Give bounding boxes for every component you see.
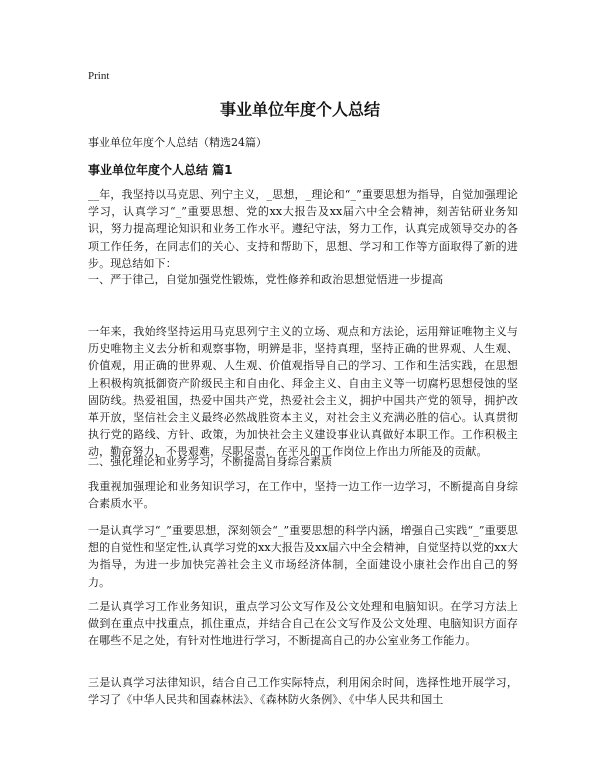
paragraph-part-2-intro: 我重视加强理论和业务知识学习，在工作中，坚持一边工作一边学习，不断提高自身综合素质水平。 bbox=[88, 480, 518, 511]
paragraph-point-2: 二是认真学习工作业务知识，重点学习公文写作及公文处理和电脑知识。在学习方法上做到在重点中找重点，抓住重点，并结合自己在公文写作及公文处理、电脑知识方面存在哪些不足之处，有针对性地进行学习，不断提高自己的办公室业务工作能力。 bbox=[88, 600, 518, 648]
paragraph-part-1: 一年来，我始终坚持运用马克思列宁主义的立场、观点和方法论，运用辩证唯物主义与历史唯物主义去分析和观察事物，明辨是非，坚持真理，坚持正确的世界观、人生观、价值观，用正确的世界观、人生观、价值观指导自己的学习、工作和生活实践，在思想上积极构筑抵御资产阶级民主和自由化、拜金主义、自由主义等一切腐朽思想侵蚀的坚固防线。热爱祖国，热爱中国共产党，热爱社会主义，拥护中国共产党的领导，拥护改革开放，坚信社会主义最终必然战胜资本主义，对社会主义充满必胜的信心。认真贯彻执行党的路线、方针、政策，为加快社会主义建设事业认真做好本职工作。工作积极主动，勤奋努力，不畏艰难，尽职尽责，在平凡的工作岗位上作出力所能及的贡献。 bbox=[88, 325, 518, 459]
paragraph-intro: __年，我坚持以马克思、列宁主义，_思想，_理论和“_”重要思想为指导，自觉加强理论学习，认真学习“_”重要思想、党的xx大报告及xx届六中全会精神，刻苦钻研业务知识，努力提高理论知识和业务工作水平。遵纪守法，努力工作，认真完成领导交办的各项工作任务，在同志们的关心、支持和帮助下，思想、学习和工作等方面取得了新的进步。现总结如下： bbox=[88, 188, 518, 270]
heading-part-2: 二、强化理论和业务学习，不断提高自身综合素质 bbox=[88, 455, 333, 468]
paragraph-point-1: 一是认真学习“_”重要思想，深刻领会“_”重要思想的科学内涵，增强自己实践“_”重要思想的自觉性和坚定性,认真学习党的xx大报告及xx届六中全会精神，自觉坚持以党的xx大为指导，为进一步加快完善社会主义市场经济体制，全面建设小康社会作出自己的努力。 bbox=[88, 524, 518, 589]
paragraph-point-3: 三是认真学习法律知识，结合自己工作实际特点，利用闲余时间，选择性地开展学习，学习了《中华人民共和国森林法》、《森林防火条例》、《中华人民共和国土 bbox=[88, 676, 518, 707]
heading-part-1: 一、严于律己，自觉加强党性锻炼，党性修养和政治思想觉悟进一步提高 bbox=[88, 273, 444, 286]
section-title: 事业单位年度个人总结 篇1 bbox=[88, 163, 233, 177]
page-title: 事业单位年度个人总结 bbox=[219, 100, 380, 119]
document-subtitle: 事业单位年度个人总结（精选24篇） bbox=[88, 136, 267, 149]
print-link[interactable]: Print bbox=[88, 70, 110, 82]
